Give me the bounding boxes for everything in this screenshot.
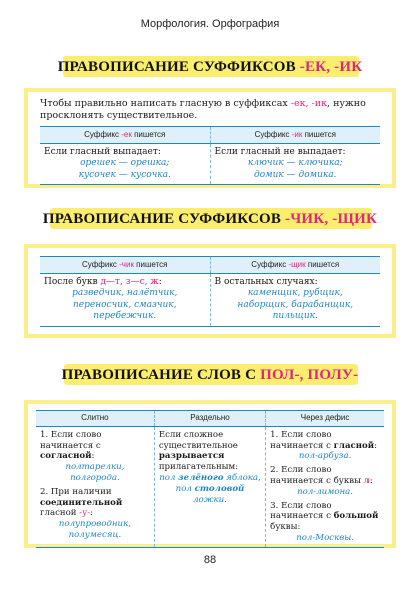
section2-col2-header: Суффикс -щик пишется	[210, 257, 380, 274]
section3-col1-cell: 1. Если слово начинается с согласной: полтарелки, полгорода. 2. При наличии соединительной гласной -у-: полупроводник, полумесяц.	[36, 426, 154, 547]
section3-title: ПРАВОПИСАНИЕ СЛОВ С ПОЛ-, ПОЛУ-	[61, 367, 359, 383]
section3-col1-header: Слитно	[36, 411, 154, 427]
section3-col3-header: Через дефис	[266, 411, 384, 427]
section3-col3-cell: 1. Если слово начинается с гласной: пол-арбуза. 2. Если слово начинается с буквы л: пол-лимона. 3. Если слово начинается с большой буквы: пол-Москвы.	[266, 426, 384, 547]
section1-table	[40, 126, 380, 185]
section2-col1-cell: После букв д—т, з—с, ж: разведчик, налётчик, переносчик, смазчик, перебежчик.	[40, 273, 210, 326]
section1-col2-cell: Если гласный не выпадает: ключик — ключика; домик — домика.	[210, 143, 380, 185]
section3-box	[24, 400, 396, 548]
section1-col2-header: Суффикс -ик пишется	[210, 127, 380, 144]
section3-col2-header: Раздельно	[154, 411, 265, 427]
section1-intro: Чтобы правильно написать гласную в суффиксах -ек, -ик, нужно просклонять существительное.	[40, 98, 366, 121]
section1-box	[24, 88, 396, 188]
running-head: Морфология. Орфография	[140, 18, 280, 30]
section1-col1-header: Суффикс -ек пишется	[40, 127, 210, 144]
section1-col1-cell: Если гласный выпадает: орешек — орешка; кусочек — кусочка.	[40, 143, 210, 185]
section2-box	[24, 244, 396, 338]
section3-table	[36, 410, 384, 548]
page-number: 88	[203, 554, 217, 566]
section2-title: ПРАВОПИСАНИЕ СУФФИКСОВ -ЧИК, -ЩИК	[42, 211, 378, 227]
section2-table	[40, 256, 380, 327]
section3-col2-cell: Если сложное существительное разрывается прилагательным: пол зелёного яблока, пол столовой ложки.	[154, 426, 265, 547]
section1-title: ПРАВОПИСАНИЕ СУФФИКСОВ -ЕК, -ИК	[57, 59, 363, 75]
section2-col2-cell: В остальных случаях: каменщик, рубщик, наборщик, барабанщик, пильщик.	[210, 273, 380, 326]
section2-col1-header: Суффикс -чик пишется	[40, 257, 210, 274]
